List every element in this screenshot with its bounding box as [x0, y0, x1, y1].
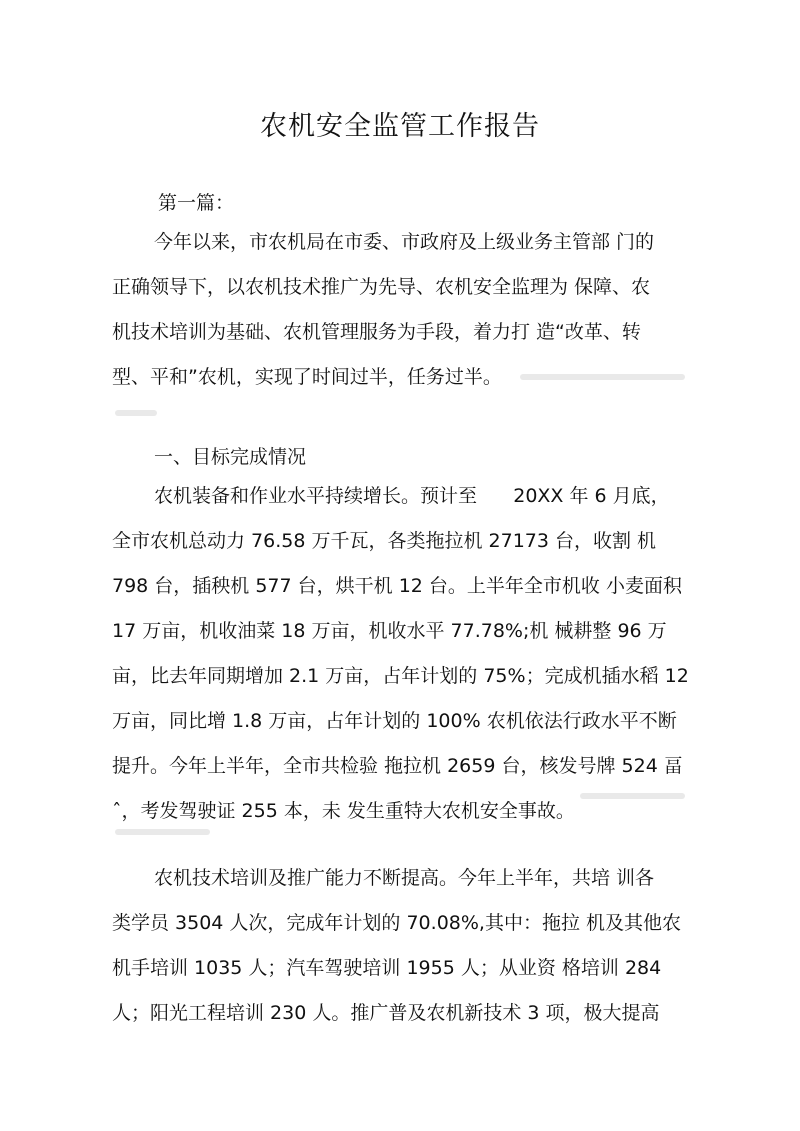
document-title: 农机安全监管工作报告: [260, 111, 540, 142]
paragraph-line: 机手培训 1035 人；汽车驾驶培训 1955 人；从业资 格培训 284: [112, 957, 662, 979]
scan-smudge: [115, 829, 210, 835]
intro-paragraph: [112, 220, 687, 400]
scan-smudge: [580, 793, 685, 799]
scan-smudge: [520, 374, 685, 380]
paragraph-line: 全市农机总动力 76.58 万千瓦，各类拖拉机 27173 台，收割 机: [112, 530, 657, 552]
paragraph-line: 农机装备和作业水平持续增长。预计至 20XX 年 6 月底，: [154, 485, 670, 507]
paragraph-line: 机技术培训为基础、农机管理服务为手段，着力打 造“改革、转: [112, 321, 641, 343]
section-label: 第一篇：: [158, 192, 235, 214]
paragraph-line: 正确领导下，以农机技术推广为先导、农机安全监理为 保障、农: [112, 276, 651, 298]
paragraph-line: 今年以来，市农机局在市委、市政府及上级业务主管部 门的: [154, 231, 655, 253]
paragraph-line: 亩，比去年同期增加 2.1 万亩，占年计划的 75%；完成机插水稻 12: [112, 665, 689, 687]
paragraph-line: 人；阳光工程培训 230 人。推广普及农机新技术 3 项，极大提高: [112, 1002, 660, 1024]
paragraph-line: 农机技术培训及推广能力不断提高。今年上半年，共培 训各: [154, 867, 655, 889]
section-heading: 一、目标完成情况: [154, 446, 307, 468]
scan-smudge: [115, 410, 157, 416]
paragraph-line: ˆ，考发驾驶证 255 本，未 发生重特大农机安全事故。: [112, 800, 575, 822]
paragraph-line: 万亩，同比增 1.8 万亩，占年计划的 100% 农机依法行政水平不断: [112, 710, 677, 732]
paragraph-line: 型、平和”农机，实现了时间过半，任务过半。: [112, 366, 502, 388]
paragraph-line: 类学员 3504 人次，完成年计划的 70.08%,其中：拖拉 机及其他农: [112, 912, 681, 934]
equipment-paragraph: [112, 474, 687, 834]
paragraph-line: 提升。今年上半年，全市共检验 拖拉机 2659 台，核发号牌 524 畐: [112, 755, 683, 777]
paragraph-line: 798 台，插秧机 577 台，烘干机 12 台。上半年全市机收 小麦面积: [112, 575, 682, 597]
paragraph-line: 17 万亩，机收油菜 18 万亩，机收水平 77.78%;机 械耕整 96 万: [112, 620, 667, 642]
training-paragraph: [112, 856, 687, 1036]
